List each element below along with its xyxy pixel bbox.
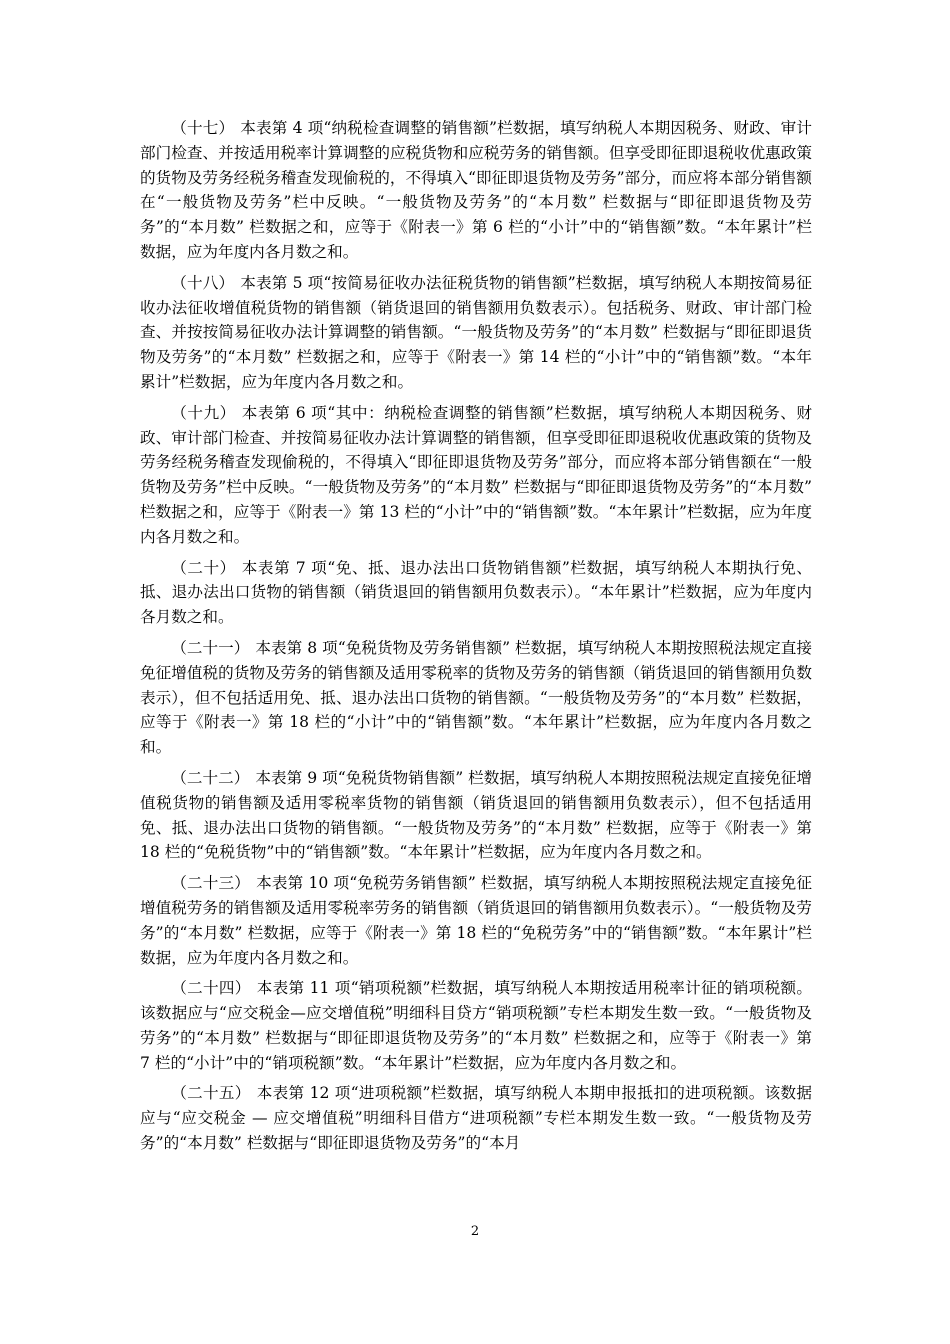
paragraph-number: （二十一） — [171, 638, 250, 657]
paragraph-text: 本表第 7 项“免、抵、退办法出口货物销售额”栏数据，填写纳税人本期执行免、抵、退办法出口货物的销售额（销货退回的销售额用负数表示）。“本年累计”栏数据，应为年度内各月数之和。 — [140, 558, 812, 627]
paragraph-21 — [140, 636, 812, 760]
paragraph-number: （十九） — [171, 403, 236, 422]
paragraph-text: 本表第 9 项“免税货物销售额” 栏数据，填写纳税人本期按照税法规定直接免征增值税货物的销售额及适用零税率货物的销售额（销货退回的销售额用负数表示），但不包括适用免、抵、退办法出口货物的销售额。“一般货物及劳务”的“本月数” 栏数据，应等于《附表一》第 18 栏的“免税货物”中的“销售额”数。“本年累计”栏数据，应为年度内各月数之和。 — [140, 768, 812, 862]
paragraph-18 — [140, 271, 812, 395]
page-number: 2 — [470, 1224, 480, 1239]
paragraph-text: 本表第 4 项“纳税检查调整的销售额”栏数据，填写纳税人本期因税务、财政、审计部门检查、并按适用税率计算调整的应税货物和应税劳务的销售额。但享受即征即退税收优惠政策的货物及劳务经税务稽查发现偷税的，不得填入“即征即退货物及劳务”部分，而应将本部分销售额在“一般货物及劳务”栏中反映。“一般货物及劳务”的“本月数” 栏数据与“即征即退货物及劳务”的“本月数” 栏数据之和，应等于《附表一》第 6 栏的“小计”中的“销售额”数。“本年累计”栏数据，应为年度内各月数之和。 — [140, 119, 812, 261]
paragraph-number: （二十） — [171, 558, 236, 577]
paragraph-25 — [140, 1081, 812, 1155]
paragraph-text: 本表第 12 项“进项税额”栏数据，填写纳税人本期申报抵扣的进项税额。该数据应与“应交税金 — 应交增值税”明细科目借方“进项税额”专栏本期发生数一致。“一般货物及劳务”的“本月数” 栏数据与“即征即退货物及劳务”的“本月 — [140, 1084, 812, 1153]
paragraph-text: 本表第 5 项“按简易征收办法征税货物的销售额”栏数据，填写纳税人本期按简易征收办法征收增值税货物的销售额（销货退回的销售额用负数表示）。包括税务、财政、审计部门检查、并按按简易征收办法计算调整的销售额。“一般货物及劳务”的“本月数” 栏数据与“即征即退货物及劳务”的“本月数” 栏数据之和，应等于《附表一》第 14 栏的“小计”中的“销售额”数。“本年累计”栏数据，应为年度内各月数之和。 — [140, 273, 812, 391]
paragraph-number: （二十四） — [171, 979, 251, 998]
paragraph-number: （十八） — [171, 273, 235, 292]
paragraph-number: （十七） — [171, 119, 235, 137]
paragraph-23 — [140, 871, 812, 970]
paragraph-19 — [140, 401, 812, 550]
paragraph-17 — [140, 116, 812, 265]
paragraph-22 — [140, 766, 812, 865]
paragraph-number: （二十五） — [171, 1084, 251, 1103]
paragraph-text: 本表第 10 项“免税劳务销售额” 栏数据，填写纳税人本期按照税法规定直接免征增值税劳务的销售额及适用零税率劳务的销售额（销货退回的销售额用负数表示）。“一般货物及劳务”的“本月数” 栏数据，应等于《附表一》第 18 栏的“免税劳务”中的“销售额”数。“本年累计”栏数据，应为年度内各月数之和。 — [140, 874, 812, 967]
paragraph-number: （二十二） — [171, 768, 250, 787]
document-body — [140, 116, 812, 1162]
paragraph-text: 本表第 6 项“其中：纳税检查调整的销售额”栏数据，填写纳税人本期因税务、财政、审计部门检查、并按简易征收办法计算调整的销售额，但享受即征即退税收优惠政策的货物及劳务经税务稽查发现偷税的，不得填入“即征即退货物及劳务”部分，而应将本部分销售额在“一般货物及劳务”栏中反映。“一般货物及劳务”的“本月数” 栏数据与“即征即退货物及劳务”的“本月数” 栏数据之和，应等于《附表一》第 13 栏的“小计”中的“销售额”数。“本年累计”栏数据，应为年度内各月数之和。 — [140, 403, 812, 546]
paragraph-24 — [140, 976, 812, 1075]
paragraph-20 — [140, 556, 812, 630]
paragraph-text: 本表第 8 项“免税货物及劳务销售额” 栏数据，填写纳税人本期按照税法规定直接免征增值税的货物及劳务的销售额及适用零税率的货物及劳务的销售额（销货退回的销售额用负数表示），但不包括适用免、抵、退办法出口货物的销售额。“一般货物及劳务”的“本月数” 栏数据，应等于《附表一》第 18 栏的“小计”中的“销售额”数。“本年累计”栏数据，应为年度内各月数之和。 — [140, 638, 812, 757]
paragraph-text: 本表第 11 项“销项税额”栏数据，填写纳税人本期按适用税率计征的销项税额。该数据应与“应交税金—应交增值税”明细科目贷方“销项税额”专栏本期发生数一致。“一般货物及劳务”的“本月数” 栏数据与“即征即退货物及劳务”的“本月数” 栏数据之和，应等于《附表一》第 7 栏的“小计”中的“销项税额”数。“本年累计”栏数据，应为年度内各月数之和。 — [140, 979, 812, 1072]
paragraph-number: （二十三） — [171, 874, 251, 893]
